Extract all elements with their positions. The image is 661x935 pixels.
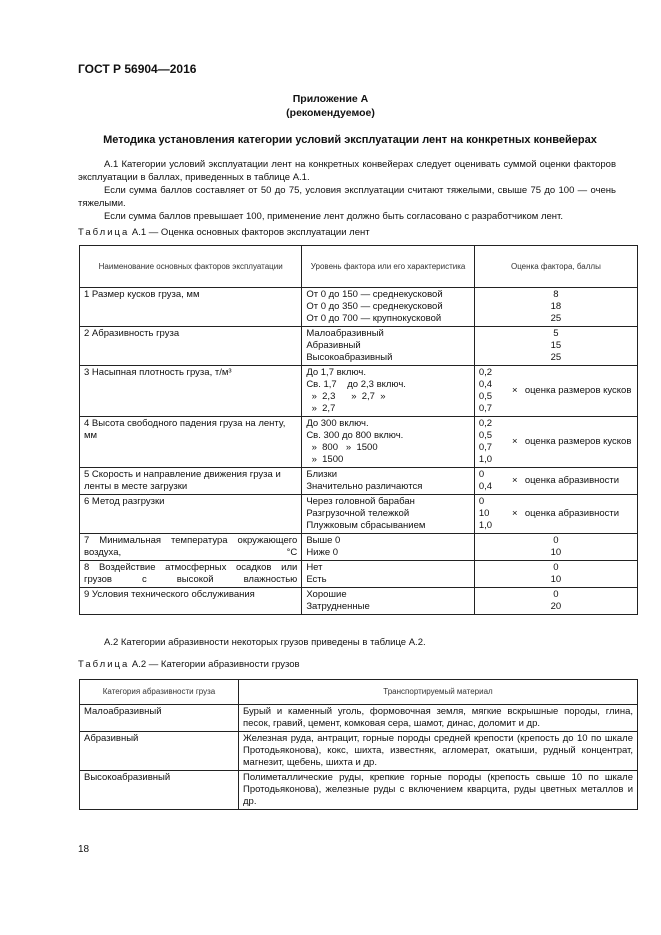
table-row <box>80 417 638 468</box>
column-header: Оценка фактора, баллы <box>474 246 637 288</box>
score-cell <box>474 327 637 366</box>
level-cell <box>302 495 475 534</box>
table-row <box>80 534 638 561</box>
appendix-subtitle: (рекомендуемое) <box>286 107 375 119</box>
material-cell: Бурый и каменный уголь, формовочная земля, мягкие вскрышные породы, глина, песок, гравий, цемент, комковая сера, шамот, динас, доломит и др. <box>239 705 638 732</box>
material-cell: Железная руда, антрацит, горные породы средней крепости (крепость до 10 по шкале Протодьяконова), кокс, шихта, известняк, агломерат, окатыши, рудный концентрат, магнезит, щебень, шихта и др. <box>239 732 638 771</box>
level-line: От 0 до 350 — среднекусковой <box>306 301 443 312</box>
score-value: 8 <box>553 289 559 300</box>
score-cell <box>474 588 637 615</box>
score-cell <box>474 534 637 561</box>
level-line: Хорошие <box>306 589 347 600</box>
score-formula <box>479 418 633 466</box>
level-cell <box>302 588 475 615</box>
score-value: 15 <box>550 340 562 351</box>
level-line: Выше 0 <box>306 535 341 546</box>
appendix-title: Приложение А <box>292 93 369 105</box>
table1-caption <box>78 227 370 238</box>
factor-cell: 2 Абразивность груза <box>80 327 302 366</box>
score-cell <box>474 468 637 495</box>
level-line: Плужковым сбрасыванием <box>306 520 426 531</box>
caption-prefix: Таблица <box>78 227 130 238</box>
abrasiveness-table <box>79 679 638 810</box>
level-line: Через головной барабан <box>306 496 415 507</box>
score-multiplier-label: оценка абразивности <box>524 508 620 519</box>
abrasiveness-table-body <box>80 705 638 810</box>
level-line: Затрудненные <box>306 601 370 612</box>
score-cell <box>474 366 637 417</box>
column-header: Уровень фактора или его характеристика <box>302 246 475 288</box>
level-line: От 0 до 150 — среднекусковой <box>306 289 443 300</box>
page-number: 18 <box>78 844 90 855</box>
table2-caption <box>78 659 300 670</box>
score-multiplier-label: оценка размеров кусков <box>524 436 632 447</box>
method-title: Методика установления категории условий эксплуатации лент на конкретных конвейерах <box>103 134 597 146</box>
level-line: » 800 » 1500 <box>306 442 378 453</box>
score-values <box>479 418 505 466</box>
caption-text: А.2 — Категории абразивности грузов <box>131 659 300 670</box>
score-value: 0,4 <box>478 481 493 492</box>
category-cell: Малоабразивный <box>80 705 239 732</box>
table-row <box>80 771 638 810</box>
score-value: 0 <box>553 589 559 600</box>
score-cell <box>474 495 637 534</box>
level-cell <box>302 327 475 366</box>
table-row <box>80 732 638 771</box>
column-header: Категория абразивности груза <box>80 680 239 705</box>
score-value: 18 <box>550 301 562 312</box>
level-line: » 2,3 » 2,7 » <box>306 391 386 402</box>
document-code: ГОСТ Р 56904—2016 <box>78 62 197 76</box>
score-value: 0,2 <box>478 367 493 378</box>
category-cell: Абразивный <box>80 732 239 771</box>
level-line: » 1500 <box>306 454 344 465</box>
score-value: 0,7 <box>478 442 493 453</box>
level-line: Ниже 0 <box>306 547 339 558</box>
score-values <box>479 367 505 415</box>
level-line: Абразивный <box>306 340 361 351</box>
score-formula <box>479 367 633 415</box>
multiply-sign: × <box>512 385 518 396</box>
factor-cell: 3 Насыпная плотность груза, т/м³ <box>80 366 302 417</box>
table-row <box>80 561 638 588</box>
level-line: До 300 включ. <box>306 418 369 429</box>
level-cell <box>302 417 475 468</box>
score-formula <box>479 496 633 532</box>
score-values <box>479 469 505 493</box>
level-line: Малоабразивный <box>306 328 384 339</box>
factor-cell: 9 Условия технического обслуживания <box>80 588 302 615</box>
table-row <box>80 327 638 366</box>
column-header: Транспортируемый материал <box>239 680 638 705</box>
table-row <box>80 366 638 417</box>
level-line: Близки <box>306 469 338 480</box>
level-cell <box>302 288 475 327</box>
score-value: 0,2 <box>478 418 493 429</box>
table-row <box>80 495 638 534</box>
score-value: 1,0 <box>478 454 493 465</box>
score-value: 0,5 <box>478 430 493 441</box>
score-value: 0,4 <box>478 379 493 390</box>
factor-cell: 4 Высота свободного падения груза на ленту, мм <box>80 417 302 468</box>
score-cell <box>474 417 637 468</box>
level-cell <box>302 366 475 417</box>
score-value: 25 <box>550 352 562 363</box>
paragraph: Если сумма баллов превышает 100, применение лент должно быть согласовано с разработчиком лент. <box>104 211 563 223</box>
score-value: 20 <box>550 601 562 612</box>
score-value: 1,0 <box>478 520 493 531</box>
level-line: До 1,7 включ. <box>306 367 366 378</box>
level-line: Св. 300 до 800 включ. <box>306 430 404 441</box>
multiply-sign: × <box>512 436 518 447</box>
score-value: 0 <box>553 562 559 573</box>
score-values <box>479 496 505 532</box>
level-cell <box>302 468 475 495</box>
level-line: » 2,7 <box>306 403 336 414</box>
table-row <box>80 468 638 495</box>
category-cell: Высокоабразивный <box>80 771 239 810</box>
table-row <box>80 588 638 615</box>
level-line: Св. 1,7 до 2,3 включ. <box>306 379 406 390</box>
score-cell <box>474 561 637 588</box>
table-row <box>80 288 638 327</box>
multiply-sign: × <box>512 475 518 486</box>
column-header: Наименование основных факторов эксплуатации <box>80 246 302 288</box>
score-formula <box>479 469 633 493</box>
level-line: Высокоабразивный <box>306 352 393 363</box>
material-cell: Полиметаллические руды, крепкие горные породы (крепость свыше 10 по шкале Протодьяконова), железные руды с включением кварцита, руды цветных металлов и др. <box>239 771 638 810</box>
factor-cell: 1 Размер кусков груза, мм <box>80 288 302 327</box>
level-cell <box>302 534 475 561</box>
score-value: 0 <box>478 496 485 507</box>
score-multiplier-label: оценка абразивности <box>524 475 620 486</box>
score-value: 0,5 <box>478 391 493 402</box>
score-value: 0 <box>478 469 485 480</box>
paragraph: А.1 Категории условий эксплуатации лент на конкретных конвейерах следует оценивать суммой оценки факторов эксплуатации в баллах, приведенных в таблице А.1. <box>78 159 616 183</box>
level-line: Есть <box>306 574 327 585</box>
score-value: 25 <box>550 313 562 324</box>
table-header-row <box>80 246 638 288</box>
paragraph: Если сумма баллов составляет от 50 до 75, условия эксплуатации считают тяжелыми, свыше 75 до 100 — очень тяжелыми. <box>78 185 616 209</box>
factors-table-body <box>80 288 638 615</box>
score-cell <box>474 288 637 327</box>
caption-prefix: Таблица <box>78 659 130 670</box>
factor-cell: 8 Воздействие атмосферных осадков или грузов с высокой влажностью <box>80 561 302 588</box>
score-multiplier-label: оценка размеров кусков <box>524 385 632 396</box>
body-text <box>78 159 616 225</box>
score-value: 0 <box>553 535 559 546</box>
score-value: 10 <box>478 508 490 519</box>
score-value: 5 <box>553 328 559 339</box>
multiply-sign: × <box>512 508 518 519</box>
factors-table <box>79 245 638 615</box>
level-line: Нет <box>306 562 323 573</box>
level-line: Разгрузочной тележкой <box>306 508 410 519</box>
score-value: 10 <box>550 574 562 585</box>
factor-cell: 6 Метод разгрузки <box>80 495 302 534</box>
a2-paragraph: А.2 Категории абразивности некоторых грузов приведены в таблице А.2. <box>104 637 426 648</box>
level-line: От 0 до 700 — крупнокусковой <box>306 313 442 324</box>
level-cell <box>302 561 475 588</box>
score-value: 0,7 <box>478 403 493 414</box>
table-row <box>80 705 638 732</box>
table-header-row <box>80 680 638 705</box>
level-line: Значительно различаются <box>306 481 423 492</box>
factor-cell: 5 Скорость и направление движения груза и ленты в месте загрузки <box>80 468 302 495</box>
caption-text: А.1 — Оценка основных факторов эксплуатации лент <box>131 227 370 238</box>
factor-cell: 7 Минимальная температура окружающего воздуха, °С <box>80 534 302 561</box>
appendix-heading <box>0 92 661 120</box>
score-value: 10 <box>550 547 562 558</box>
